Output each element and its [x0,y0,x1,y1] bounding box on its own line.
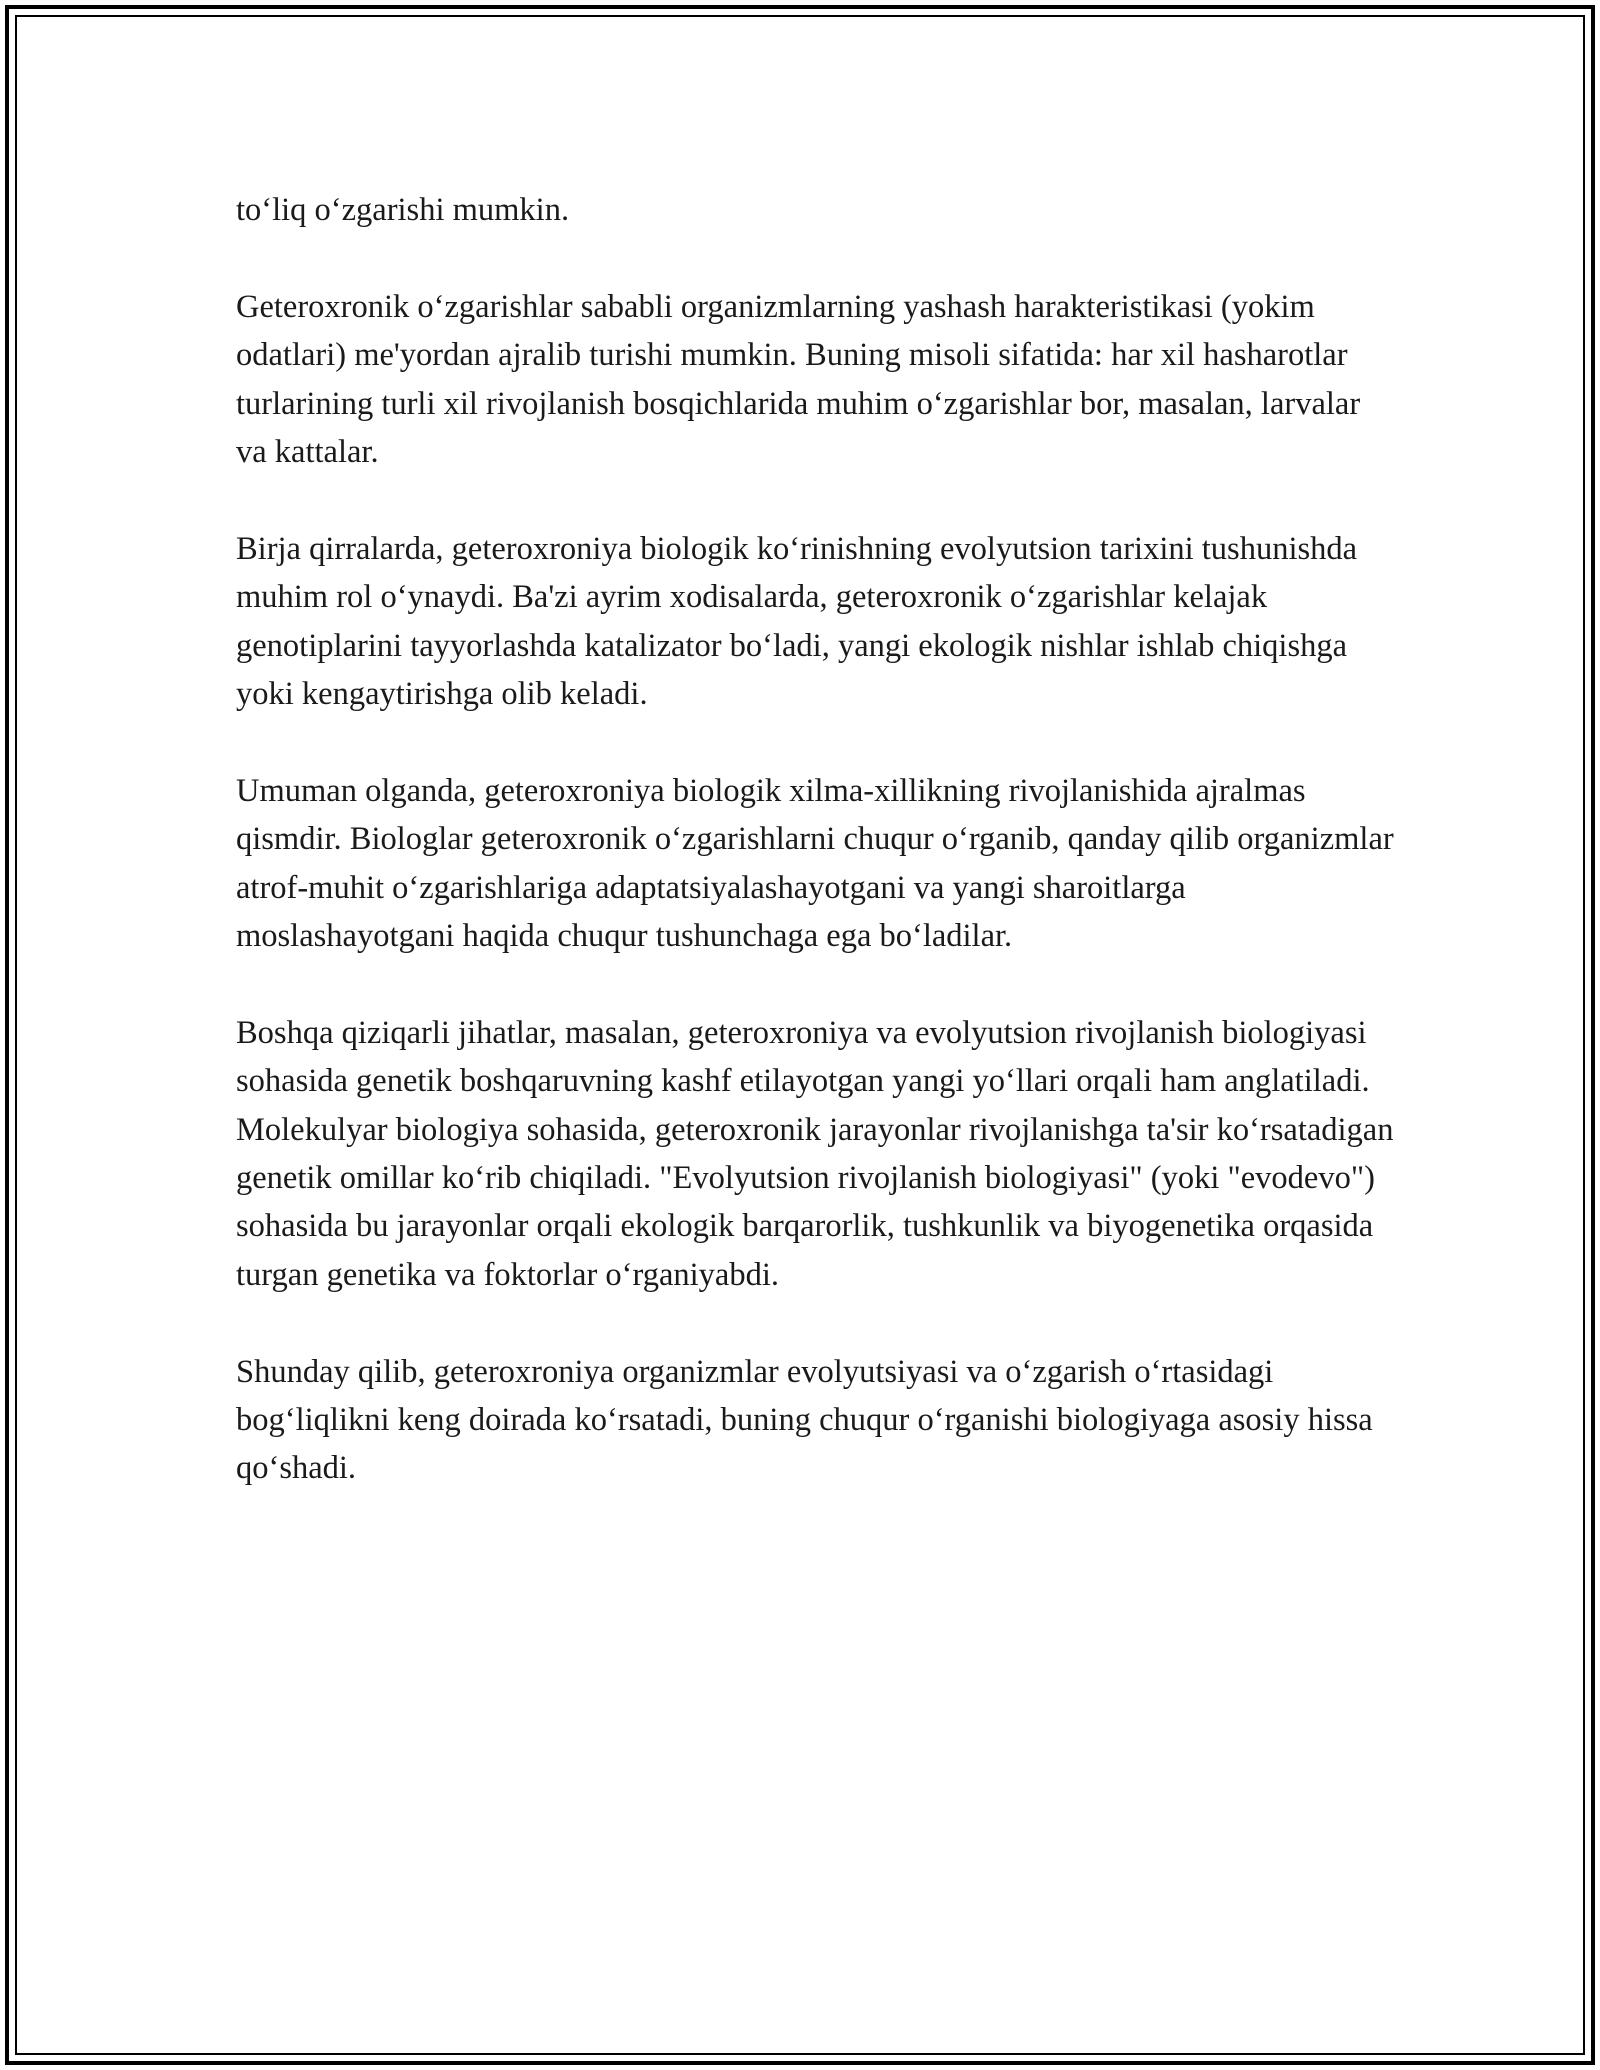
paragraph-genetic-regulation: Boshqa qiziqarli jihatlar, masalan, geteroxroniya va evolyutsion rivojlanish biologiyasi sohasida genetik boshqaruvning kashf etilayotgan yangi yo‘llari orqali ham anglatiladi. Molekulyar biologiya sohasida, geteroxronik jarayonlar rivojlanishga ta'sir ko‘rsatadigan genetik omillar ko‘rib chiqiladi. "Evolyutsion rivojlanish biologiyasi" (yoki "evodevo") sohasida bu jarayonlar orqali ekologik barqarorlik, tushkunlik va biyogenetika orqasida turgan genetika va foktorlar o‘rganiyabdi. [236,1014,1394,1293]
paragraph-continuation: to‘liq o‘zgarishi mumkin. [236,192,570,228]
paragraph-biodiversity: Umuman olganda, geteroxroniya biologik xilma-xillikning rivojlanishida ajralmas qismdir. Biologlar geteroxronik o‘zgarishlarni chuqur o‘rganib, qanday qilib organizmlar atrof-muhit o‘zgarishlariga adaptatsiyalashayotgani va yangi sharoitlarga moslashayotgani haqida chuqur tushunchaga ega bo‘ladilar. [236,772,1394,955]
document-body [236,186,1396,1541]
paragraph-evolutionary-role: Birja qirralarda, geteroxroniya biologik ko‘rinishning evolyutsion tarixini tushunishda muhim rol o‘ynaydi. Ba'zi ayrim xodisalarda, geteroxronik o‘zgarishlar kelajak genotiplarini tayyorlashda katalizator bo‘ladi, yangi ekologik nishlar ishlab chiqishga yoki kengaytirishga olib keladi. [236,530,1358,713]
paragraph-heterochronic-changes: Geteroxronik o‘zgarishlar sababli organizmlarning yashash harakteristikasi (yokim odatlari) me'yordan ajralib turishi mumkin. Buning misoli sifatida: har xil hasharotlar turlarining turli xil rivojlanish bosqichlarida muhim o‘zgarishlar bor, masalan, larvalar va kattalar. [236,288,1361,471]
paragraph-conclusion: Shunday qilib, geteroxroniya organizmlar evolyutsiyasi va o‘zgarish o‘rtasidagi bog‘liqlikni keng doirada ko‘rsatadi, buning chuqur o‘rganishi biologiyaga asosiy hissa qo‘shadi. [236,1353,1373,1487]
